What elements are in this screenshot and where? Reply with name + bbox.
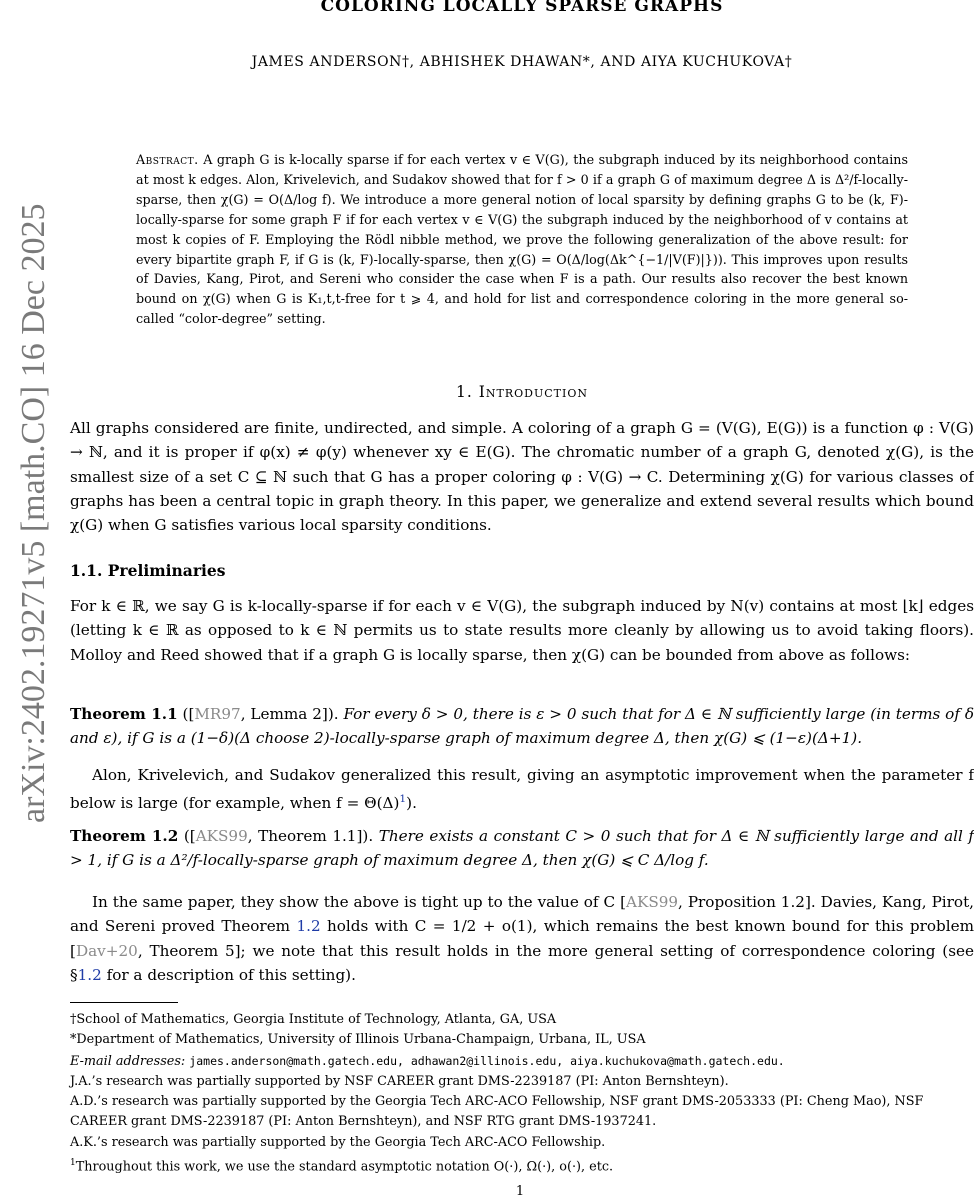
paper-title: COLORING LOCALLY SPARSE GRAPHS bbox=[320, 0, 724, 16]
theorem-1-2-label: Theorem 1.2 bbox=[70, 827, 179, 845]
subsection-heading-preliminaries: 1.1. Preliminaries bbox=[70, 561, 226, 580]
citation-location: Lemma 2 bbox=[250, 705, 322, 723]
paragraph-end: ). bbox=[406, 794, 417, 813]
citation-link[interactable]: AKS99 bbox=[195, 827, 248, 845]
citation-link[interactable]: AKS99 bbox=[626, 893, 679, 911]
text-part: In the same paper, they show the above is tight up to the value of C [ bbox=[92, 893, 626, 911]
funding-ad: A.D.’s research was partially supported by the Georgia Tech ARC-ACO Fellowship, NSF grant DMS-2053333 (PI: Cheng Mao), NSF CAREER grant DMS-2239187 (PI: Anton Bernshteyn), and NSF RTG grant DMS-1937241. bbox=[70, 1094, 924, 1130]
author-list: JAMES ANDERSON†, ABHISHEK DHAWAN*, AND AIYA KUCHUKOVA† bbox=[251, 54, 793, 70]
section-ref-link[interactable]: 1.2 bbox=[77, 965, 102, 984]
preliminaries-paragraph: For k ∈ ℝ, we say G is k-locally-sparse if for each v ∈ V(G), the subgraph induced by N(v) contains at most ⌊k⌋ edges (letting k ∈ ℝ as opposed to k ∈ ℕ permits us to state results more cleanly by allowing us to avoid taking floors). Molloy and Reed showed that if a graph G is locally sparse, then χ(G) can be bounded from above as follows: bbox=[70, 597, 974, 664]
theorem-1-1-label: Theorem 1.1 bbox=[70, 705, 178, 723]
footnote-1 bbox=[70, 1153, 974, 1178]
text-part: , Proposition 1.2]. Davies, Kang, Pirot, and Sereni proved Theorem bbox=[70, 893, 974, 936]
funding-ja: J.A.’s research was partially supported by NSF CAREER grant DMS-2239187 (PI: Anton Bernshteyn). bbox=[70, 1073, 729, 1089]
affiliation-uiuc: *Department of Mathematics, University of Illinois Urbana-Champaign, Urbana, IL, USA bbox=[70, 1032, 646, 1048]
citation-link[interactable]: Dav+20 bbox=[75, 941, 138, 960]
footnote-1-mark: 1 bbox=[70, 1158, 76, 1169]
funding-ak: A.K.’s research was partially supported by the Georgia Tech ARC-ACO Fellowship. bbox=[70, 1134, 606, 1150]
section-heading-introduction: 1. Introduction bbox=[456, 383, 588, 401]
text-part: , Theorem 5]; we note that this result holds in the more general setting of correspondence coloring (see § bbox=[70, 941, 974, 984]
theorem-ref-link[interactable]: 1.2 bbox=[296, 917, 321, 936]
theorem-1-1: Theorem 1.1 ([MR97, Lemma 2]). For every δ > 0, there is ε > 0 such that for Δ ∈ ℕ sufficiently large (in terms of δ and ε), if G is a (1−δ)(Δ choose 2)-locally-sparse graph of maximum degree Δ, then χ(G) ⩽ (1−ε)(Δ+1). bbox=[70, 705, 974, 748]
citation-location: Theorem 1.1 bbox=[258, 827, 357, 845]
affiliation-gatech: †School of Mathematics, Georgia Institute of Technology, Atlanta, GA, USA bbox=[70, 1012, 557, 1027]
arxiv-sidebar-stamp: arXiv:2402.19271v5 [math.CO] 16 Dec 2025 bbox=[15, 203, 52, 823]
email-addresses bbox=[70, 1051, 974, 1072]
theorem-1-2-statement: There exists a constant C > 0 such that for Δ ∈ ℕ sufficiently large and all f > 1, if G is a Δ²/f-locally-sparse graph of maximum degree Δ, then χ(G) ⩽ C Δ/log f. bbox=[70, 827, 974, 870]
page-number: 1 bbox=[515, 1184, 525, 1199]
abstract bbox=[136, 150, 908, 329]
abstract-label: Abstract. bbox=[136, 152, 199, 167]
theorem-1-2: Theorem 1.2 ([AKS99, Theorem 1.1]). There exists a constant C > 0 such that for Δ ∈ ℕ sufficiently large and all f > 1, if G is a Δ²/f-locally-sparse graph of maximum degree Δ, then χ(G) ⩽ C Δ/log f. bbox=[70, 827, 974, 870]
footnote-1-text: Throughout this work, we use the standard asymptotic notation O(·), Ω(·), o(·), etc. bbox=[75, 1159, 614, 1175]
paragraph-aks-intro bbox=[70, 763, 974, 816]
theorem-1-1-statement: For every δ > 0, there is ε > 0 such that for Δ ∈ ℕ sufficiently large (in terms of δ and ε), if G is a (1−δ)(Δ choose 2)-locally-sparse graph of maximum degree Δ, then χ(G) ⩽ (1−ε)(Δ+1). bbox=[70, 705, 974, 748]
citation-link[interactable]: MR97 bbox=[194, 705, 241, 723]
abstract-text: A graph G is k-locally sparse if for each vertex v ∈ V(G), the subgraph induced by its neighborhood contains at most k edges. Alon, Krivelevich, and Sudakov showed that for f > 0 if a graph G of maximum degree Δ is Δ²/f-locally-sparse, then χ(G) = O(Δ/log f). We introduce a more general notion of local sparsity by defining graphs G to be (k, F)-locally-sparse for some graph F if for each vertex v ∈ V(G) the subgraph induced by the neighborhood of v contains at most k copies of F. Employing the Rödl nibble method, we prove the following generalization of the above result: for every bipartite graph F, if G is (k, F)-locally-sparse, then χ(G) = O(Δ/log(Δk^{−1/|V(F)|})). This improves upon results of Davies, Kang, Pirot, and Sereni who consider the case when F is a path. Our results also recover the best known bound on χ(G) when G is K₁,t,t-free for t ⩾ 4, and hold for list and correspondence coloring in the more general so-called “color-degree” setting. bbox=[136, 152, 908, 327]
intro-paragraph: All graphs considered are finite, undirected, and simple. A coloring of a graph G = (V(G), E(G)) is a function φ : V(G) → ℕ, and it is proper if φ(x) ≠ φ(y) whenever xy ∈ E(G). The chromatic number of a graph G, denoted χ(G), is the smallest size of a set C ⊆ ℕ such that G has a proper coloring φ : V(G) → C. Determining χ(G) for various classes of graphs has been a central topic in graph theory. In this paper, we generalize and extend several results which bound χ(G) when G satisfies various local sparsity conditions. bbox=[70, 419, 974, 535]
email-list[interactable]: james.anderson@math.gatech.edu, adhawan2@illinois.edu, aiya.kuchukova@math.gatech.edu. bbox=[189, 1053, 785, 1068]
email-label: E-mail addresses: bbox=[70, 1053, 186, 1069]
text-part: holds with C = 1/2 + o(1), which remains the best known bound for this problem [ bbox=[70, 917, 974, 960]
footnotes bbox=[70, 1010, 974, 1178]
footnote-divider bbox=[70, 1002, 178, 1003]
text-part: for a description of this setting). bbox=[101, 965, 356, 984]
paragraph-tightness bbox=[70, 890, 974, 987]
footnote-ref-1[interactable]: 1 bbox=[399, 792, 407, 806]
paragraph-text: Alon, Krivelevich, and Sudakov generalized this result, giving an asymptotic improvement when the parameter f below is large (for example, when f = Θ(Δ) bbox=[70, 766, 974, 813]
